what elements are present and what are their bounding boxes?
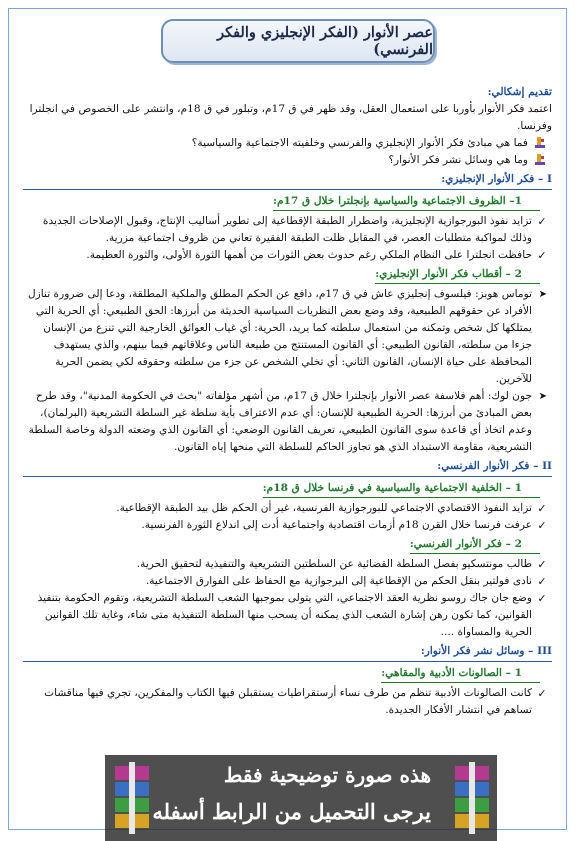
section-1-sub-1-bullet-1: تزايد نفوذ البورجوازية الإنجليزية، واضطرار الطبقة الإقطاعية إلى تطوير أساليب الإنتاج، وقبول الإصلاحات الجديدة وذلك لمواكبة متطلبات العصر، في المقابل ظلت الطبقة الفقيرة تعاني من ظروف اجتماعية مزرية. [42,215,532,244]
question-text-2: وما هي وسائل نشر فكر الأنوار؟ [388,154,528,166]
section-2-sub-2-heading-text: 2 – فكر الأنوار الفرنسي: [410,536,540,554]
intro-text: اعتمد فكر الأنوار بأوربا على استعمال العقل، وقد ظهر في ق 17م، وتبلور في ق 18م، وانتشر على الخصوص في انجلترا وفرنسا. [29,103,552,132]
list-item [23,213,552,247]
section-2-sub-1-bullet-1: تزايد النفوذ الاقتصادي الاجتماعي للبورجوازية الفرنسية، غير أن الحكم ظل بيد الطبقة الإقطاعية. [116,502,532,514]
question-text-1: فما هي مبادئ فكر الأنوار الإنجليزي والفرنسي وخلفيته الاجتماعية والسياسية؟ [191,137,528,149]
list-item [23,500,552,517]
list-item [23,286,552,388]
arrow-bullet-icon: ➤ [538,289,547,300]
section-2-sub-1-bullet-2: عرفت فرنسا خلال القرن 18م أزمات اقتصادية واجتماعية أدت إلى اندلاع الثورة الفرنسية. [141,519,532,531]
section-1-heading: I – فكر الأنوار الإنجليزي: [23,171,552,190]
overlay-notice-line-2: يرجى التحميل من الرابط أسفله [152,799,431,824]
list-item [23,573,552,590]
section-2-sub-2-heading [23,536,552,554]
question-item [23,135,552,152]
list-item [23,556,552,573]
section-2-sub-2-bullet-2: نادى فولتير بنقل الحكم من الإقطاعية إلى البرجوازية مع الحفاظ على الفوارق الاجتماعية. [145,575,532,587]
section-1-sub-2-para-2: جون لوك: أهم فلاسفة عصر الأنوار بإنجلترا خلال ق 17م، من أشهر مؤلفاته "بحث في الحكومة المدنية"، وقد طرح بعض المبادئ من أبرزها: الحرية الطبيعية للإنسان: أي عدم الاعتراف بأية سلطة غير السلطة التشريعية (البرلمان)، وعدم اتخاذ أي قاعدة سوى القانون الطبيعي، تعريف القانون الوضعي: أي القانون الذي وضعته الدولة وخاصة السلطة التشريعية، مقاومة الاستبداد الذي هو تجاوز الحاكم للسلطة التي منحها إياه القانون. [28,390,532,453]
overlay-notice-line-1: هذه صورة توضيحية فقط [223,763,431,787]
section-2-sub-2-bullet-1: طالب مونتسكيو بفصل السلطة القضائية عن السلطتين التشريعية والتنفيذية لتحقيق الحرية. [136,558,532,570]
section-2-heading: II – فكر الأنوار الفرنسي: [23,458,552,477]
check-icon: ✓ [537,592,547,605]
section-2-sub-1-heading [23,480,552,498]
section-2-sub-2-bullet-3: وضع جان جاك روسو نظرية العقد الاجتماعي، التي يتولى بموجبها الشعب السلطة التشريعية، وتقوم الحكومة بتنفيذ القوانين، كما تكون رهن إشارة الشعب الذي يمكنه أن يسحب منها السلطة التنفيذية متى شاء، وغاية تلك القوانين الحرية والمساواة .... [37,592,532,638]
question-item [23,152,552,169]
question-bullet-icon [534,137,546,149]
list-item [23,685,552,719]
section-1-sub-1-heading [23,193,552,211]
check-icon: ✓ [537,558,547,571]
page-title: عصر الأنوار (الفكر الإنجليزي والفكر الفرنسي) [161,19,435,63]
section-2-sub-1-heading-text: 1 – الخلفية الاجتماعية والسياسية في فرنسا خلال ق 18م: [263,480,540,498]
section-1-sub-2-heading [23,266,552,284]
check-icon: ✓ [537,215,547,228]
check-icon: ✓ [537,502,547,515]
check-icon: ✓ [537,687,547,700]
check-icon: ✓ [537,249,547,262]
arrow-bullet-icon: ➤ [538,391,547,402]
document-page [8,8,567,830]
section-1-sub-1-heading-text: 1– الظروف الاجتماعية والسياسية بإنجلترا خلال ق 17م: [273,193,540,211]
archive-books-icon [113,762,151,834]
section-1-sub-2-para-1: توماس هوبز: فيلسوف إنجليزي عاش في ق 17م، دافع عن الحكم المطلق والملكية المطلقة، ودعا إلى ضرورة تنازل الأفراد عن حقوقهم الطبيعية، وقد وضع بعض النظريات السياسية الحديثة من أبرزها: الحق الطبيعي: أي الحرية التي يمتلكها كل شخص وتمكنه من استعمال سلطته كما يريد، الحرية: أي غياب العوائق الخارجية التي تنزع من الإنسان جزءا من سلطته، القانون الطبيعي: أي القانون المستنتج من طبيعة الناس وعلاقاتهم فيما بينهم، والذي يستهدف المحافظة على حياة الإنسان، القانون الثاني: أي تخلي الشخص عن جزء من سلطته وحقوقه لكي يضمن الحرية للآخرين. [27,288,532,385]
list-item [23,247,552,264]
section-1-sub-2-heading-text: 2 – أقطاب فكر الأنوار الإنجليزي: [375,266,540,284]
list-item [23,388,552,456]
document-content [23,84,552,719]
archive-books-icon [453,762,491,834]
check-icon: ✓ [537,575,547,588]
download-notice-overlay[interactable] [105,755,497,841]
check-icon: ✓ [537,519,547,532]
section-3-heading: III – وسائل نشر فكر الأنوار: [23,643,552,662]
section-1-sub-1-bullet-2: حافظت انجلترا على النظام الملكي رغم حدوث بعض الثورات من أهمها الثورة الأولى، والثورة العظيمة. [86,249,532,261]
section-3-bullet: كانت الصالونات الأدبية تنظم من طرف نساء أرستقراطيات يستقبلن فيها الكتاب والمفكرين، تجري فيها مناقشات تساهم في انتشار الأفكار الجديدة. [44,687,532,716]
section-3-sub-1-heading [23,665,552,683]
list-item [23,517,552,534]
list-item [23,590,552,641]
intro-heading: تقديم إشكالي: [487,86,552,98]
question-bullet-icon [534,154,546,166]
section-3-sub-1-heading-text: 1 – الصالونات الأدبية والمقاهي: [381,665,540,683]
